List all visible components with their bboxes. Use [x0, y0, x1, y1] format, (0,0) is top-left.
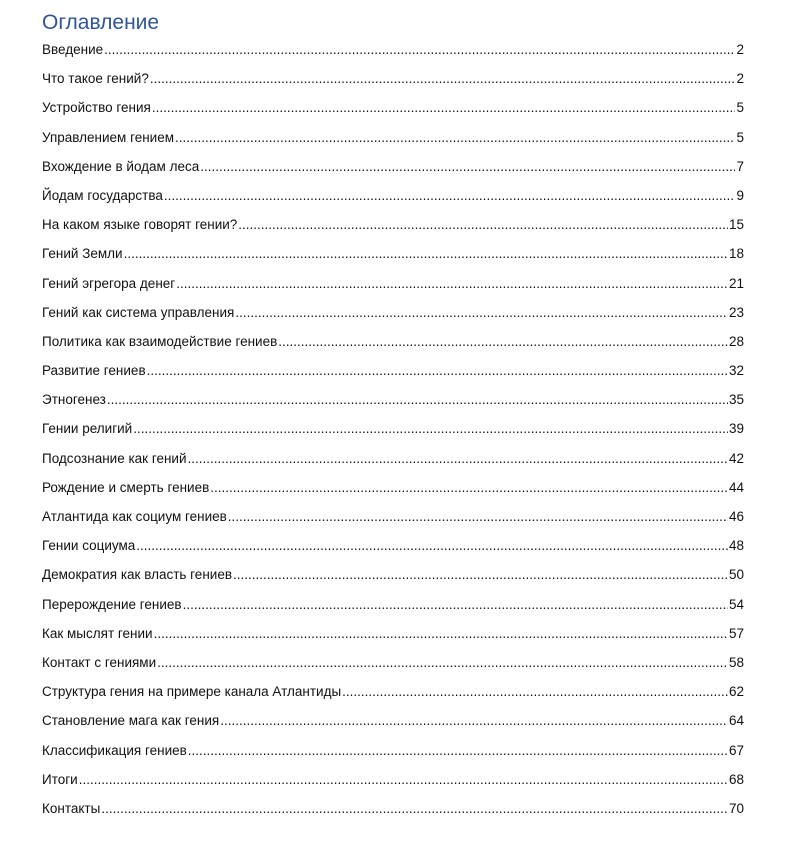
toc-entry-page-number: 58 — [728, 654, 744, 670]
toc-entry-label: Гений как система управления — [42, 304, 235, 320]
toc-entry[interactable] — [42, 595, 744, 624]
toc-entry[interactable] — [42, 507, 744, 536]
toc-dot-leader — [152, 98, 736, 118]
toc-entry[interactable] — [42, 332, 744, 361]
toc-entry-label: Гении социума — [42, 538, 136, 554]
toc-dot-leader — [238, 215, 728, 235]
toc-dot-leader — [342, 682, 728, 702]
toc-dot-leader — [278, 332, 728, 352]
toc-dot-leader — [104, 40, 735, 60]
toc-entry[interactable] — [42, 274, 744, 303]
toc-entry[interactable] — [42, 449, 744, 478]
toc-entry[interactable] — [42, 770, 744, 799]
toc-entry-label: Устройство гения — [42, 100, 151, 116]
toc-entry[interactable] — [42, 244, 744, 273]
toc-dot-leader — [200, 157, 735, 177]
toc-entry-label: Политика как взаимодействие гениев — [42, 333, 278, 349]
toc-entry-label: Контакты — [42, 800, 101, 816]
toc-entry-label: Вхождение в йодам леса — [42, 158, 200, 174]
toc-entry-label: Структура гения на примере канала Атлантиды — [42, 684, 342, 700]
toc-entry-page-number: 2 — [736, 42, 744, 57]
toc-entry-page-number: 35 — [728, 392, 744, 408]
toc-entry-page-number: 68 — [728, 771, 744, 787]
toc-dot-leader — [164, 186, 736, 206]
toc-entry[interactable] — [42, 536, 744, 565]
toc-dot-leader — [107, 390, 728, 410]
toc-entry[interactable] — [42, 69, 744, 98]
toc-entry-page-number: 32 — [728, 363, 744, 379]
toc-dot-leader — [133, 419, 728, 439]
toc-dot-leader — [235, 303, 728, 323]
toc-entry[interactable] — [42, 565, 744, 594]
toc-entry-page-number: 64 — [728, 713, 744, 729]
toc-heading: Оглавление — [42, 11, 160, 34]
toc-entry[interactable] — [42, 303, 744, 332]
toc-list — [42, 40, 744, 828]
toc-entry-label: Становление мага как гения — [42, 713, 220, 729]
toc-entry-page-number: 28 — [728, 333, 744, 349]
toc-entry-page-number: 42 — [728, 450, 744, 466]
toc-dot-leader — [147, 361, 728, 381]
toc-entry-label: Управлением гением — [42, 129, 175, 145]
toc-entry-label: На каком языке говорят гении? — [42, 217, 238, 233]
toc-entry[interactable] — [42, 653, 744, 682]
toc-dot-leader — [233, 565, 728, 585]
toc-entry-label: Этногенез — [42, 392, 106, 408]
toc-entry-page-number: 62 — [728, 684, 744, 700]
toc-entry-label: Рождение и смерть гениев — [42, 479, 210, 495]
toc-entry-page-number: 18 — [728, 246, 744, 262]
toc-dot-leader — [188, 449, 728, 469]
toc-dot-leader — [150, 69, 736, 89]
toc-entry-page-number: 7 — [736, 158, 744, 174]
toc-entry[interactable] — [42, 128, 744, 157]
toc-dot-leader — [228, 507, 728, 527]
toc-entry[interactable] — [42, 682, 744, 711]
toc-entry[interactable] — [42, 390, 744, 419]
toc-entry[interactable] — [42, 741, 744, 770]
toc-entry-page-number: 21 — [728, 275, 744, 291]
toc-entry-label: Классификация гениев — [42, 742, 187, 758]
toc-entry[interactable] — [42, 215, 744, 244]
toc-dot-leader — [176, 274, 728, 294]
toc-entry-label: Контакт с гениями — [42, 654, 157, 670]
toc-dot-leader — [157, 653, 728, 673]
toc-dot-leader — [124, 244, 728, 264]
toc-entry-label: Гений Земли — [42, 246, 123, 262]
toc-entry-page-number: 15 — [728, 217, 744, 233]
toc-dot-leader — [210, 478, 728, 498]
toc-entry-label: Как мыслят гении — [42, 625, 153, 641]
toc-entry[interactable] — [42, 711, 744, 740]
toc-entry-page-number: 39 — [728, 421, 744, 437]
toc-dot-leader — [188, 741, 728, 761]
toc-entry-label: Что такое гений? — [42, 71, 149, 87]
toc-entry-page-number: 2 — [736, 71, 744, 87]
toc-entry-label: Итоги — [42, 771, 78, 787]
toc-entry[interactable] — [42, 157, 744, 186]
toc-entry-label: Атлантида как социум гениев — [42, 509, 227, 524]
toc-entry[interactable] — [42, 799, 744, 828]
toc-dot-leader — [175, 128, 735, 148]
toc-dot-leader — [154, 624, 728, 644]
toc-entry[interactable] — [42, 624, 744, 653]
toc-entry-label: Перерождение гениев — [42, 596, 182, 612]
toc-entry-page-number: 9 — [736, 187, 744, 203]
toc-dot-leader — [136, 536, 728, 556]
toc-entry-page-number: 50 — [728, 567, 744, 583]
toc-entry-label: Развитие гениев — [42, 363, 146, 379]
toc-entry[interactable] — [42, 478, 744, 507]
toc-entry[interactable] — [42, 40, 744, 69]
toc-entry-page-number: 54 — [728, 596, 744, 612]
toc-entry-page-number: 5 — [736, 129, 744, 145]
toc-entry-label: Йодам государства — [42, 187, 163, 203]
toc-entry-page-number: 44 — [728, 479, 744, 495]
toc-entry-label: Демократия как власть гениев — [42, 567, 232, 583]
toc-entry-page-number: 70 — [728, 800, 744, 816]
toc-entry-label: Введение — [42, 42, 104, 57]
toc-entry-label: Гений эгрегора денег — [42, 275, 176, 291]
toc-dot-leader — [220, 711, 728, 731]
toc-entry-page-number: 5 — [736, 100, 744, 116]
toc-entry[interactable] — [42, 419, 744, 448]
toc-dot-leader — [183, 595, 728, 615]
toc-entry-label: Подсознание как гений — [42, 450, 187, 466]
toc-entry-page-number: 46 — [728, 509, 744, 524]
toc-dot-leader — [79, 770, 728, 790]
toc-entry-label: Гении религий — [42, 421, 133, 437]
toc-entry-page-number: 57 — [728, 625, 744, 641]
toc-entry-page-number: 23 — [728, 304, 744, 320]
toc-entry[interactable] — [42, 186, 744, 215]
table-of-contents — [42, 8, 744, 828]
toc-entry-page-number: 48 — [728, 538, 744, 554]
toc-dot-leader — [101, 799, 728, 819]
toc-entry[interactable] — [42, 361, 744, 390]
toc-entry[interactable] — [42, 98, 744, 127]
toc-entry-page-number: 67 — [728, 742, 744, 758]
